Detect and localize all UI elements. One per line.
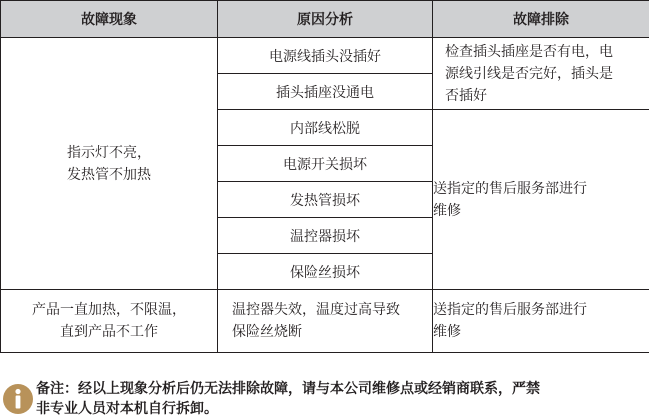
solution-line: 送指定的售后服务部进行 xyxy=(433,302,587,318)
symptom-cell xyxy=(1,38,218,290)
cause-cell: 电源开关损坏 xyxy=(218,146,433,182)
symptom-line: 直到产品不工作 xyxy=(60,324,158,340)
note-text xyxy=(36,379,636,418)
solution-cell xyxy=(433,110,649,290)
solution-line: 源线引线是否完好，插头是 xyxy=(445,65,613,82)
note-line: 备注：经以上现象分析后仍无法排除故障，请与本公司维修点或经销商联系，严禁 xyxy=(36,381,540,397)
solution-line: 否插好 xyxy=(445,87,487,104)
cause-cell: 保险丝损坏 xyxy=(218,254,433,290)
symptom-line: 产品一直加热，不限温， xyxy=(32,302,186,318)
cause-cell xyxy=(218,290,433,353)
info-icon xyxy=(2,383,34,415)
note-line: 非专业人员对本机自行拆卸。 xyxy=(36,401,218,417)
cause-cell: 发热管损坏 xyxy=(218,182,433,218)
cause-cell: 插头插座没通电 xyxy=(218,74,433,110)
header-symptom: 故障现象 xyxy=(1,1,218,38)
solution-line: 维修 xyxy=(433,324,461,340)
symptom-line: 发热管不加热 xyxy=(67,166,151,183)
solution-line: 维修 xyxy=(433,202,461,219)
solution-cell xyxy=(433,38,649,110)
solution-cell xyxy=(433,290,649,353)
solution-line: 送指定的售后服务部进行 xyxy=(433,180,587,197)
header-solution: 故障排除 xyxy=(433,1,649,38)
header-cause: 原因分析 xyxy=(218,1,433,38)
cause-cell: 温控器损坏 xyxy=(218,218,433,254)
symptom-cell xyxy=(1,290,218,353)
table-row xyxy=(1,290,649,353)
symptom-line: 指示灯不亮， xyxy=(67,144,151,161)
solution-line: 检查插头插座是否有电，电 xyxy=(445,43,613,60)
note-section xyxy=(0,378,649,418)
cause-cell: 电源线插头没插好 xyxy=(218,38,433,74)
cause-line: 温控器失效，温度过高导致 xyxy=(232,302,400,318)
table-header-row xyxy=(1,1,649,38)
cause-cell: 内部线松脱 xyxy=(218,110,433,146)
cause-line: 保险丝烧断 xyxy=(232,324,302,340)
table-row xyxy=(1,38,649,74)
